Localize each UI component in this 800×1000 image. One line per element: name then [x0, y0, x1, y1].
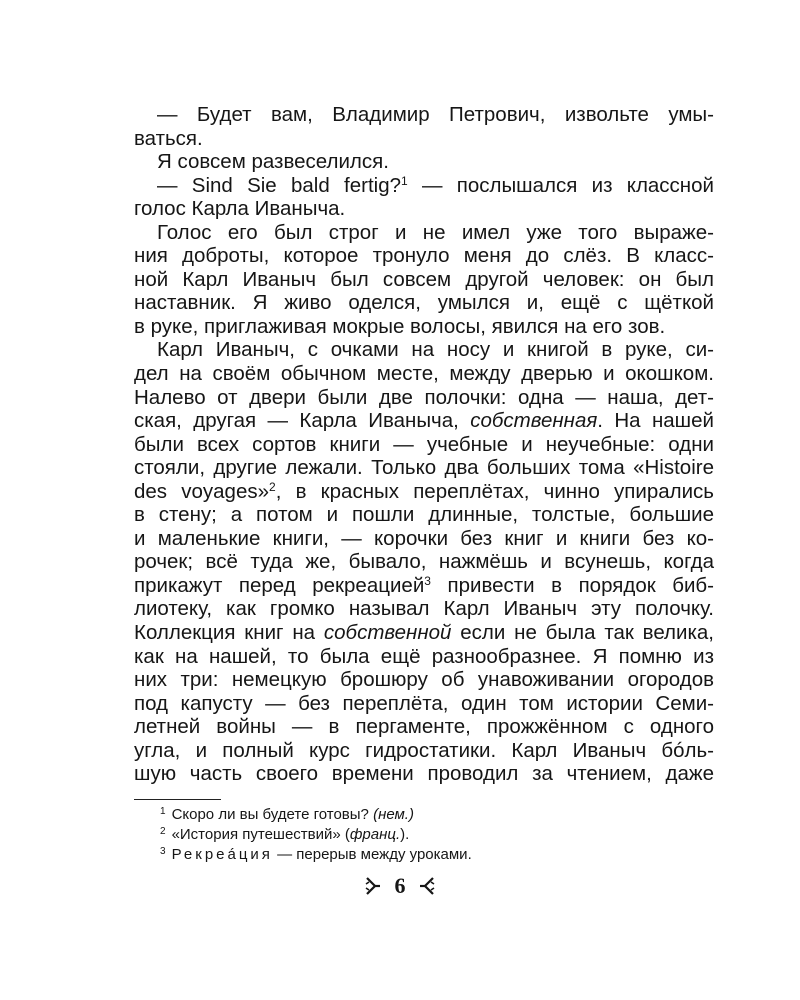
footnote-text: «История путешествий» ( — [171, 826, 350, 843]
text-line: шую часть своего времени проводил за чтением, даже — [134, 762, 714, 786]
text-line: Налево от двери были две полочки: одна — наша, дет- — [134, 385, 714, 409]
text-segment: прикажут перед рекреацией — [134, 573, 425, 597]
footnote-text: Рекреáция — [171, 846, 273, 863]
text-segment: — Sind Sie bald fertig? — [157, 173, 401, 197]
text-line — [134, 621, 714, 645]
text-line: них три: немецкую брошюру об унавоживании огородов — [134, 668, 714, 692]
text-segment: des voyages» — [134, 479, 270, 503]
text-line: ния доброты, которое тронуло меня до слёз. В класс- — [134, 244, 714, 268]
footnote-number: 3 — [160, 846, 166, 857]
text-line: дел на своём обычном месте, между дверью и окошком. — [134, 362, 714, 386]
text-segment: привести в порядок биб- — [430, 573, 714, 597]
text-line: ваться. — [134, 126, 203, 150]
footnote-marker: 1 — [401, 173, 408, 188]
text-line: рочек; всё туда же, бывало, нажмёшь и всунешь, когда — [134, 550, 714, 574]
text-line: были всех сортов книги — учебные и неучебные: одни — [134, 432, 714, 456]
text-line: лиотеку, как громко называл Карл Иваныч эту полочку. — [134, 597, 714, 621]
footnote-text: — перерыв между уроками. — [272, 846, 472, 863]
text-line — [134, 574, 714, 598]
text-line — [134, 174, 714, 198]
text-line: в руке, приглаживая мокрые волосы, явился на его зов. — [134, 314, 666, 338]
page-number: 6 — [394, 873, 406, 898]
text-line: угла, и полный курс гидростатики. Карл Иваныч бóль- — [134, 738, 714, 762]
text-line — [134, 480, 714, 504]
footnote-emphasis: (нем.) — [373, 806, 414, 823]
text-line — [134, 409, 714, 433]
text-segment: если не была так велика, — [451, 621, 714, 645]
text-line: — Будет вам, Владимир Петрович, извольте умы- — [157, 103, 714, 126]
text-line: под капусту — без переплёта, один том истории Семи- — [134, 691, 714, 715]
footnote-marker: 2 — [269, 479, 276, 494]
text-line: ной Карл Иваныч был совсем другой человек: он был — [134, 267, 714, 291]
text-line: Я совсем развеселился. — [157, 150, 389, 174]
text-segment: , в красных переплётах, чинно упирались — [275, 479, 714, 503]
footnote-number: 2 — [160, 826, 166, 837]
text-line: как на нашей, то была ещё разнообразнее. Я помню из — [134, 644, 714, 668]
footnote — [160, 845, 720, 865]
emphasis: собственной — [323, 621, 452, 645]
emphasis: собственная — [470, 409, 598, 433]
text-segment: . На нашей — [597, 409, 714, 433]
footnote-text: ). — [400, 826, 410, 843]
text-line: летней войны — в пергаменте, прожжённом с одного — [134, 715, 714, 739]
footnote — [160, 805, 720, 825]
footnote-marker: 3 — [424, 573, 431, 588]
text-line: Голос его был строг и не имел уже того выраже- — [157, 220, 714, 244]
right-fleuron-icon — [419, 876, 435, 896]
text-line: наставник. Я живо оделся, умылся и, ещё с щёткой — [134, 291, 714, 315]
text-line: и маленькие книги, — корочки без книг и книги без ко- — [134, 526, 714, 550]
text-segment: ская, другая — Карла Иваныча, — [134, 409, 471, 433]
footnote-emphasis: франц. — [349, 826, 401, 843]
footnotes — [160, 805, 720, 865]
footnote-number: 1 — [160, 806, 166, 817]
main-text — [134, 103, 714, 786]
text-line: стояли, другие лежали. Только два больших тома «Histoire — [134, 456, 714, 480]
text-line: Карл Иваныч, с очками на носу и книгой в руке, си- — [157, 338, 714, 362]
text-line: в стену; а потом и пошли длинные, толстые, большие — [134, 503, 714, 527]
footnote — [160, 825, 720, 845]
text-segment: Коллекция книг на — [134, 621, 324, 645]
text-segment: — послышался из классной — [407, 173, 714, 197]
left-fleuron-icon — [365, 876, 381, 896]
footnote-text: Скоро ли вы будете готовы? — [171, 806, 374, 823]
footnote-separator — [134, 799, 221, 800]
page-footer — [0, 872, 800, 900]
text-line: голос Карла Иваныча. — [134, 197, 346, 221]
